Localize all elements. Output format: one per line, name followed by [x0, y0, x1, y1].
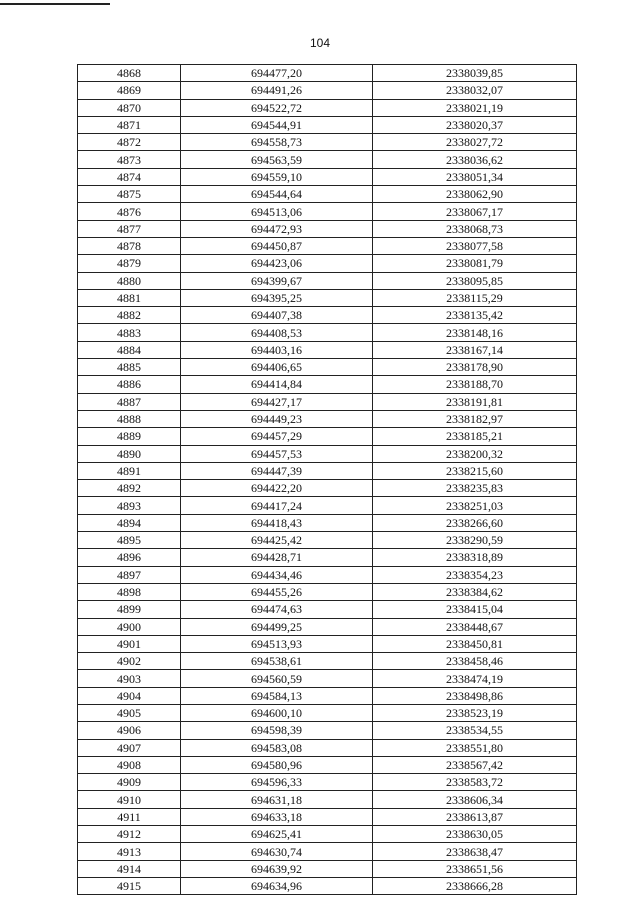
y-coordinate-cell: 2338630,05	[373, 826, 577, 843]
y-coordinate-cell: 2338551,80	[373, 739, 577, 756]
table-row	[78, 445, 577, 462]
y-coordinate-cell: 2338021,19	[373, 99, 577, 116]
point-number-cell: 4870	[78, 99, 181, 116]
table-row	[78, 82, 577, 99]
x-coordinate-cell: 694477,20	[181, 65, 373, 82]
table-row	[78, 687, 577, 704]
point-number-cell: 4877	[78, 220, 181, 237]
point-number-cell: 4901	[78, 635, 181, 652]
point-number-cell: 4879	[78, 255, 181, 272]
x-coordinate-cell: 694631,18	[181, 791, 373, 808]
table-row	[78, 670, 577, 687]
table-row	[78, 237, 577, 254]
x-coordinate-cell: 694580,96	[181, 756, 373, 773]
y-coordinate-cell: 2338534,55	[373, 722, 577, 739]
point-number-cell: 4875	[78, 186, 181, 203]
y-coordinate-cell: 2338135,42	[373, 307, 577, 324]
table-row	[78, 514, 577, 531]
point-number-cell: 4894	[78, 514, 181, 531]
point-number-cell: 4887	[78, 393, 181, 410]
x-coordinate-cell: 694399,67	[181, 272, 373, 289]
y-coordinate-cell: 2338583,72	[373, 774, 577, 791]
point-number-cell: 4882	[78, 307, 181, 324]
table-row	[78, 826, 577, 843]
point-number-cell: 4900	[78, 618, 181, 635]
point-number-cell: 4913	[78, 843, 181, 860]
y-coordinate-cell: 2338448,67	[373, 618, 577, 635]
point-number-cell: 4892	[78, 480, 181, 497]
table-row	[78, 220, 577, 237]
point-number-cell: 4876	[78, 203, 181, 220]
point-number-cell: 4895	[78, 532, 181, 549]
y-coordinate-cell: 2338039,85	[373, 65, 577, 82]
table-row	[78, 583, 577, 600]
y-coordinate-cell: 2338027,72	[373, 134, 577, 151]
y-coordinate-cell: 2338115,29	[373, 289, 577, 306]
x-coordinate-cell: 694407,38	[181, 307, 373, 324]
x-coordinate-cell: 694491,26	[181, 82, 373, 99]
point-number-cell: 4878	[78, 237, 181, 254]
point-number-cell: 4909	[78, 774, 181, 791]
point-number-cell: 4869	[78, 82, 181, 99]
table-row	[78, 376, 577, 393]
y-coordinate-cell: 2338651,56	[373, 860, 577, 877]
y-coordinate-cell: 2338354,23	[373, 566, 577, 583]
point-number-cell: 4871	[78, 116, 181, 133]
y-coordinate-cell: 2338062,90	[373, 186, 577, 203]
y-coordinate-cell: 2338251,03	[373, 497, 577, 514]
y-coordinate-cell: 2338148,16	[373, 324, 577, 341]
table-row	[78, 653, 577, 670]
x-coordinate-cell: 694633,18	[181, 808, 373, 825]
y-coordinate-cell: 2338613,87	[373, 808, 577, 825]
x-coordinate-cell: 694457,29	[181, 428, 373, 445]
x-coordinate-cell: 694560,59	[181, 670, 373, 687]
x-coordinate-cell: 694428,71	[181, 549, 373, 566]
x-coordinate-cell: 694395,25	[181, 289, 373, 306]
y-coordinate-cell: 2338215,60	[373, 462, 577, 479]
table-row	[78, 877, 577, 894]
point-number-cell: 4902	[78, 653, 181, 670]
point-number-cell: 4907	[78, 739, 181, 756]
x-coordinate-cell: 694538,61	[181, 653, 373, 670]
table-row	[78, 532, 577, 549]
x-coordinate-cell: 694408,53	[181, 324, 373, 341]
x-coordinate-cell: 694639,92	[181, 860, 373, 877]
table-row	[78, 808, 577, 825]
x-coordinate-cell: 694563,59	[181, 151, 373, 168]
y-coordinate-cell: 2338068,73	[373, 220, 577, 237]
x-coordinate-cell: 694634,96	[181, 877, 373, 894]
x-coordinate-cell: 694596,33	[181, 774, 373, 791]
point-number-cell: 4893	[78, 497, 181, 514]
x-coordinate-cell: 694403,16	[181, 341, 373, 358]
y-coordinate-cell: 2338167,14	[373, 341, 577, 358]
x-coordinate-cell: 694513,06	[181, 203, 373, 220]
table-row	[78, 756, 577, 773]
x-coordinate-cell: 694455,26	[181, 583, 373, 600]
point-number-cell: 4881	[78, 289, 181, 306]
table-row	[78, 722, 577, 739]
y-coordinate-cell: 2338290,59	[373, 532, 577, 549]
y-coordinate-cell: 2338523,19	[373, 704, 577, 721]
x-coordinate-cell: 694447,39	[181, 462, 373, 479]
point-number-cell: 4897	[78, 566, 181, 583]
y-coordinate-cell: 2338188,70	[373, 376, 577, 393]
table-row	[78, 324, 577, 341]
table-row	[78, 635, 577, 652]
x-coordinate-cell: 694422,20	[181, 480, 373, 497]
table-row	[78, 359, 577, 376]
y-coordinate-cell: 2338020,37	[373, 116, 577, 133]
x-coordinate-cell: 694513,93	[181, 635, 373, 652]
x-coordinate-cell: 694544,91	[181, 116, 373, 133]
y-coordinate-cell: 2338638,47	[373, 843, 577, 860]
table-row	[78, 618, 577, 635]
y-coordinate-cell: 2338185,21	[373, 428, 577, 445]
table-row	[78, 791, 577, 808]
x-coordinate-cell: 694558,73	[181, 134, 373, 151]
y-coordinate-cell: 2338567,42	[373, 756, 577, 773]
point-number-cell: 4872	[78, 134, 181, 151]
x-coordinate-cell: 694434,46	[181, 566, 373, 583]
y-coordinate-cell: 2338081,79	[373, 255, 577, 272]
coordinates-table	[77, 64, 577, 895]
y-coordinate-cell: 2338051,34	[373, 168, 577, 185]
point-number-cell: 4908	[78, 756, 181, 773]
y-coordinate-cell: 2338077,58	[373, 237, 577, 254]
point-number-cell: 4888	[78, 410, 181, 427]
y-coordinate-cell: 2338200,32	[373, 445, 577, 462]
point-number-cell: 4912	[78, 826, 181, 843]
table-row	[78, 116, 577, 133]
point-number-cell: 4904	[78, 687, 181, 704]
x-coordinate-cell: 694522,72	[181, 99, 373, 116]
table-row	[78, 393, 577, 410]
point-number-cell: 4884	[78, 341, 181, 358]
point-number-cell: 4911	[78, 808, 181, 825]
table-row	[78, 566, 577, 583]
table-row	[78, 151, 577, 168]
point-number-cell: 4891	[78, 462, 181, 479]
y-coordinate-cell: 2338384,62	[373, 583, 577, 600]
y-coordinate-cell: 2338458,46	[373, 653, 577, 670]
point-number-cell: 4886	[78, 376, 181, 393]
table-row	[78, 168, 577, 185]
x-coordinate-cell: 694559,10	[181, 168, 373, 185]
table-row	[78, 410, 577, 427]
point-number-cell: 4914	[78, 860, 181, 877]
x-coordinate-cell: 694544,64	[181, 186, 373, 203]
point-number-cell: 4880	[78, 272, 181, 289]
y-coordinate-cell: 2338182,97	[373, 410, 577, 427]
page-number: 104	[309, 36, 331, 50]
table-row	[78, 497, 577, 514]
y-coordinate-cell: 2338606,34	[373, 791, 577, 808]
table-row	[78, 860, 577, 877]
point-number-cell: 4905	[78, 704, 181, 721]
table-row	[78, 774, 577, 791]
table-row	[78, 480, 577, 497]
y-coordinate-cell: 2338235,83	[373, 480, 577, 497]
table-row	[78, 341, 577, 358]
point-number-cell: 4885	[78, 359, 181, 376]
y-coordinate-cell: 2338067,17	[373, 203, 577, 220]
table-row	[78, 704, 577, 721]
x-coordinate-cell: 694425,42	[181, 532, 373, 549]
table-row	[78, 272, 577, 289]
point-number-cell: 4890	[78, 445, 181, 462]
x-coordinate-cell: 694584,13	[181, 687, 373, 704]
point-number-cell: 4896	[78, 549, 181, 566]
top-rule	[0, 3, 110, 5]
y-coordinate-cell: 2338498,86	[373, 687, 577, 704]
table-row	[78, 65, 577, 82]
table-row	[78, 307, 577, 324]
y-coordinate-cell: 2338036,62	[373, 151, 577, 168]
y-coordinate-cell: 2338474,19	[373, 670, 577, 687]
x-coordinate-cell: 694417,24	[181, 497, 373, 514]
table-row	[78, 601, 577, 618]
point-number-cell: 4906	[78, 722, 181, 739]
table-row	[78, 134, 577, 151]
table-row	[78, 549, 577, 566]
table-row	[78, 99, 577, 116]
point-number-cell: 4899	[78, 601, 181, 618]
x-coordinate-cell: 694457,53	[181, 445, 373, 462]
point-number-cell: 4915	[78, 877, 181, 894]
x-coordinate-cell: 694414,84	[181, 376, 373, 393]
point-number-cell: 4883	[78, 324, 181, 341]
x-coordinate-cell: 694625,41	[181, 826, 373, 843]
point-number-cell: 4889	[78, 428, 181, 445]
x-coordinate-cell: 694406,65	[181, 359, 373, 376]
y-coordinate-cell: 2338318,89	[373, 549, 577, 566]
x-coordinate-cell: 694630,74	[181, 843, 373, 860]
x-coordinate-cell: 694423,06	[181, 255, 373, 272]
y-coordinate-cell: 2338191,81	[373, 393, 577, 410]
y-coordinate-cell: 2338032,07	[373, 82, 577, 99]
table-row	[78, 843, 577, 860]
x-coordinate-cell: 694499,25	[181, 618, 373, 635]
x-coordinate-cell: 694474,63	[181, 601, 373, 618]
x-coordinate-cell: 694450,87	[181, 237, 373, 254]
coordinates-table-body	[78, 65, 577, 895]
x-coordinate-cell: 694598,39	[181, 722, 373, 739]
point-number-cell: 4898	[78, 583, 181, 600]
x-coordinate-cell: 694472,93	[181, 220, 373, 237]
table-row	[78, 462, 577, 479]
x-coordinate-cell: 694418,43	[181, 514, 373, 531]
x-coordinate-cell: 694427,17	[181, 393, 373, 410]
table-row	[78, 203, 577, 220]
table-row	[78, 186, 577, 203]
point-number-cell: 4910	[78, 791, 181, 808]
y-coordinate-cell: 2338666,28	[373, 877, 577, 894]
point-number-cell: 4873	[78, 151, 181, 168]
table-row	[78, 289, 577, 306]
x-coordinate-cell: 694449,23	[181, 410, 373, 427]
point-number-cell: 4874	[78, 168, 181, 185]
table-row	[78, 739, 577, 756]
point-number-cell: 4868	[78, 65, 181, 82]
y-coordinate-cell: 2338266,60	[373, 514, 577, 531]
y-coordinate-cell: 2338415,04	[373, 601, 577, 618]
table-row	[78, 428, 577, 445]
table-row	[78, 255, 577, 272]
x-coordinate-cell: 694583,08	[181, 739, 373, 756]
y-coordinate-cell: 2338178,90	[373, 359, 577, 376]
y-coordinate-cell: 2338095,85	[373, 272, 577, 289]
point-number-cell: 4903	[78, 670, 181, 687]
x-coordinate-cell: 694600,10	[181, 704, 373, 721]
y-coordinate-cell: 2338450,81	[373, 635, 577, 652]
